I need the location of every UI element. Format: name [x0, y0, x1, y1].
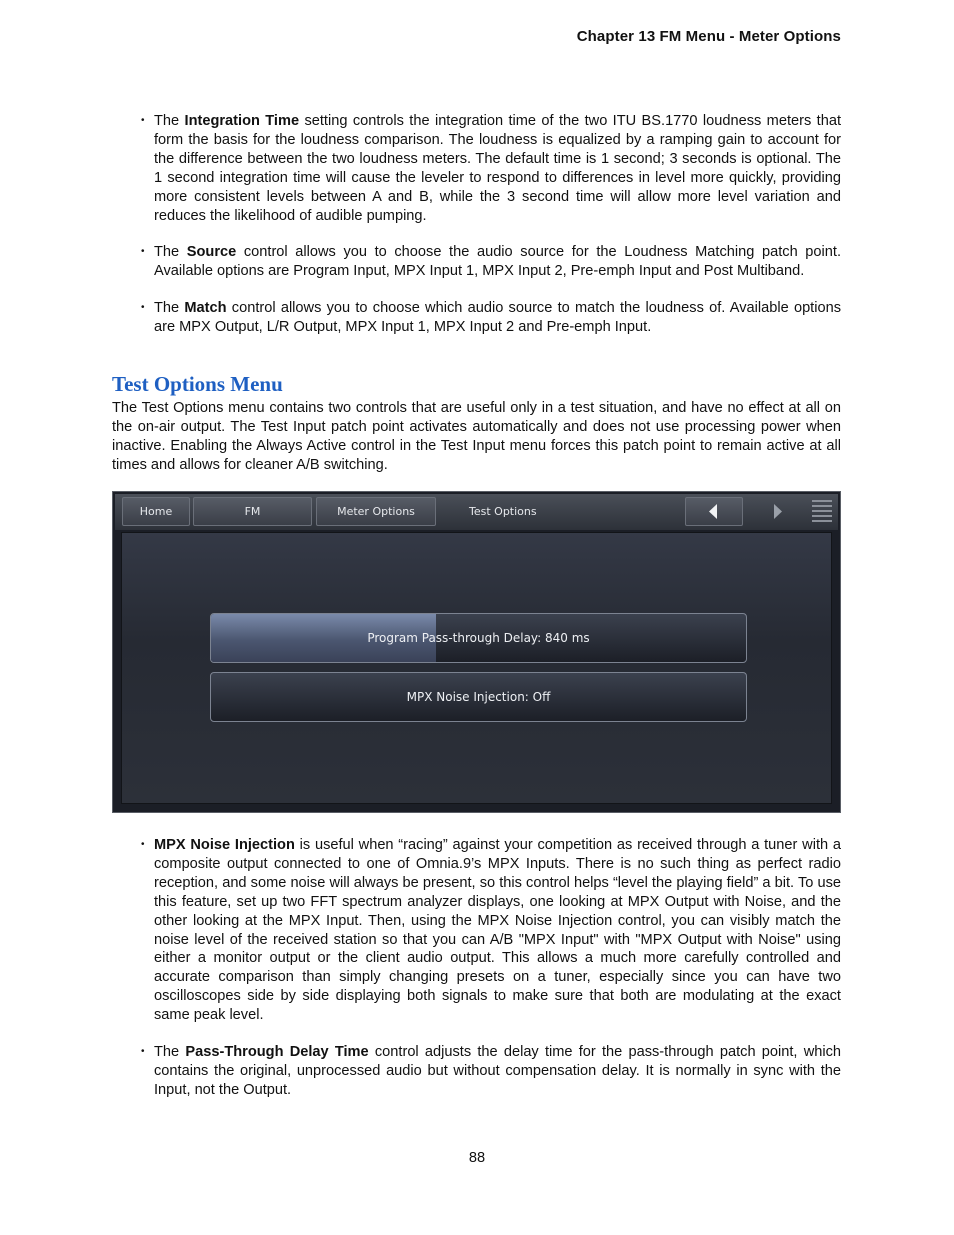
bullet-text: control adjusts the delay time for the pass-through patch point, which contains the original, unprocessed audio but without compensation delay. It is normally in sync with the Input, not the Output. [154, 1044, 842, 1098]
bullet-term: Source [186, 244, 237, 261]
device-screenshot [112, 491, 841, 813]
bullet-source: • The Source control allows you to choose the audio source for the Loudness Matching patch point. Available options are Program Input, MPX Input 1, MPX Input 2, Pre-emph Input and Post Multiband. [154, 243, 841, 281]
right-arrow-icon [755, 497, 799, 526]
left-arrow-icon [686, 498, 744, 525]
bullet-term: Match [184, 300, 227, 317]
bullet-integration-time: • The Integration Time setting controls the integration time of the two ITU BS.1770 loudness meters that form the basis for the loudness comparison. The loudness is equalized by a ramping gain to account for the difference between the two loudness meters. The default time is 1 second; 3 seconds is optional. The 1 second integration time will cause the leveler to respond to differences in level more quickly, providing more consistent levels between A and B, while the 3 second time will allow more level variation and reduces the likelihood of audible pumping. [154, 112, 841, 225]
nav-current-test-options: Test Options [469, 505, 537, 518]
bullet-list-top [154, 112, 841, 337]
bullet-text: control allows you to choose which audio source to match the loudness of. Available options are MPX Output, L/R Output, MPX Input 1, MPX Input 2 and Pre-emph Input. [154, 300, 842, 336]
menu-lines-icon[interactable] [812, 500, 832, 524]
bullet-text: is useful when “racing” against your competition as received through a tuner with a composite output connected to one of Omnia.9’s MPX Inputs. There is no such thing as perfect radio reception, and some noise will always be present, so this control helps “level the playing field” a bit. To use this feature, set up two FFT spectrum analyzer displays, one looking at MPX Output with Noise, and the other looking at the MPX Input. Then, using the MPX Noise Injection control, you can visibly match the noise level of the received station so that you can A/B "MPX Input" with "MPX Output with Noise" using either a monitor output or the client audio output. This allows a much more carefully controlled and accurate comparison than simply changing presets on a tuner, especially since you can have two oscilloscopes side by side displaying both signals to make sure that both are modulating at the exact same peak level. [154, 837, 841, 1024]
bullet-match: • The Match control allows you to choose which audio source to match the loudness of. Available options are MPX Output, L/R Output, MPX Input 1, MPX Input 2 and Pre-emph Input. [154, 299, 841, 337]
bullet-term: Pass-Through Delay Time [185, 1044, 369, 1061]
control-label: Program Pass-through Delay: 840 ms [367, 631, 590, 645]
bullet-text: setting controls the integration time of the two ITU BS.1770 loudness meters that form the basis for the loudness comparison. The loudness is equalized by a ramping gain to account for the difference between the two loudness meters. The default time is 1 second; 3 seconds is optional. The 1 second integration time will cause the leveler to respond to differences in level more quickly, providing more consistent levels between A and B, while the 3 second time will allow more level variation and reduces the likelihood of audible pumping. [154, 113, 841, 224]
nav-bar [115, 494, 838, 530]
bullet-mpx-noise-injection [154, 836, 841, 1025]
section-intro: The Test Options menu contains two controls that are useful only in a test situation, and have no effect at all on the on-air output. The Test Input patch point activates automatically and does not use processing power when inactive. Enabling the Always Active control in the Test Input menu forces this patch point to remain active at all times and allows for cleaner A/B switching. [112, 400, 841, 473]
bullet-pass-through-delay: • The Pass-Through Delay Time control adjusts the delay time for the pass-through patch point, which contains the original, unprocessed audio but without compensation delay. It is normally in sync with the Input, not the Output. [154, 1043, 841, 1100]
bullet-list-bottom [154, 836, 841, 1100]
control-label: MPX Noise Injection: Off [406, 690, 551, 704]
bullet-term: MPX Noise Injection [154, 837, 295, 853]
test-options-panel [121, 532, 832, 804]
bullet-term: Integration Time [184, 113, 300, 129]
page-number: 88 [468, 1150, 486, 1166]
forward-button[interactable] [755, 497, 799, 526]
pass-through-delay-control[interactable] [210, 613, 747, 663]
section-title: Test Options Menu [112, 372, 283, 396]
bullet-text: control allows you to choose the audio source for the Loudness Matching patch point. Available options are Program Input, MPX Input 1, MPX Input 2, Pre-emph Input and Post Multiband. [154, 244, 842, 280]
nav-home-button[interactable]: Home [122, 497, 190, 526]
nav-meter-options-button[interactable]: Meter Options [316, 497, 436, 526]
mpx-noise-injection-control[interactable] [210, 672, 747, 722]
back-button[interactable] [685, 497, 743, 526]
nav-fm-button[interactable]: FM [193, 497, 312, 526]
chapter-header: Chapter 13 FM Menu - Meter Options [576, 28, 841, 45]
